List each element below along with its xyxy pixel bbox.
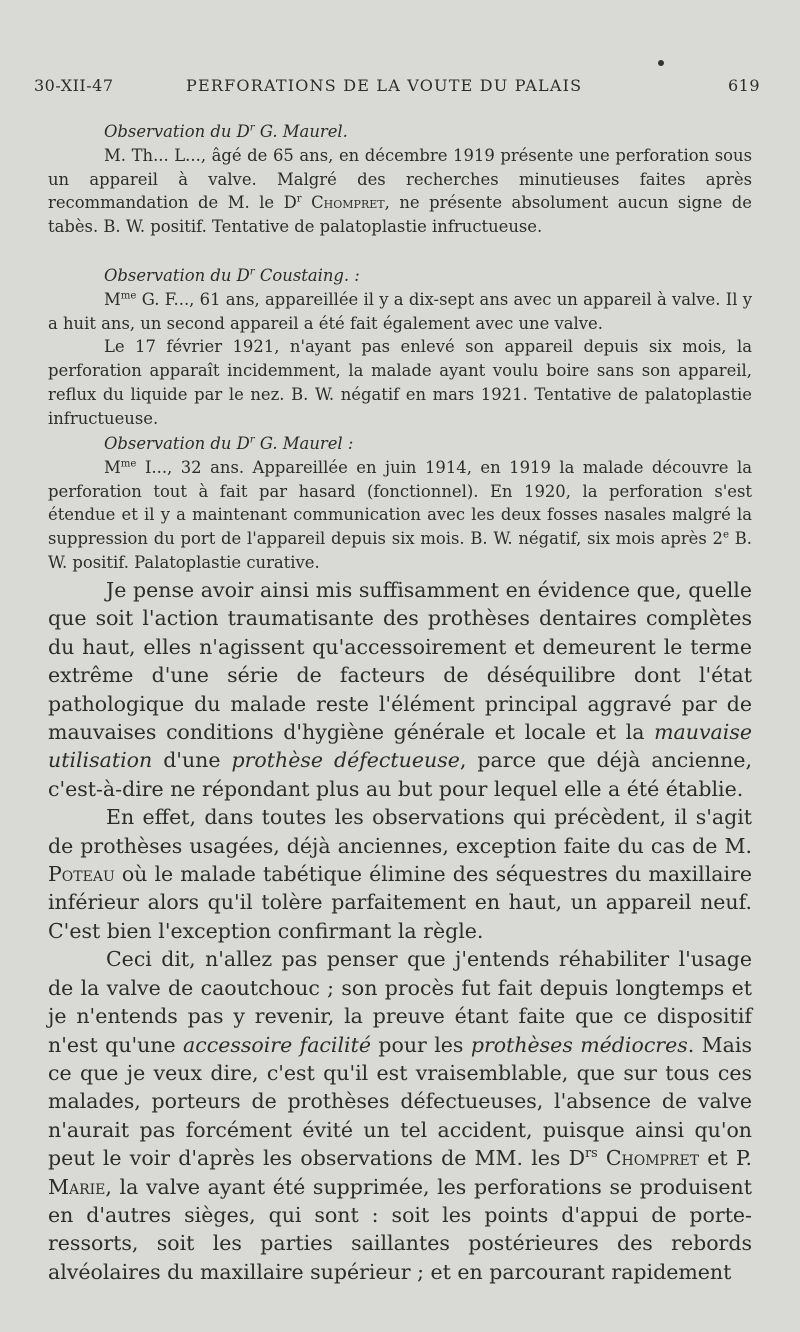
text-run: M	[104, 457, 121, 477]
observation-paragraph	[48, 335, 752, 430]
text-run: où le malade tabétique élimine des séquestres du maxillaire inférieur alors qu'il tolère parfaitement en haut, un appareil neuf. C'est bien l'exception confirmant la règle.	[48, 862, 752, 943]
ink-dot	[658, 60, 664, 66]
text-run: Chompret	[605, 1146, 700, 1171]
body-paragraph	[48, 945, 752, 1286]
text-run: M. Th... L..., âgé de 65 ans, en décembre 1919 présente une perforation sous un appareil à valve. Malgré des recherches minutieuses faites après recommandation de M. le D	[48, 145, 752, 213]
header-title: PERFORATIONS DE LA VOUTE DU PALAIS	[186, 76, 583, 95]
text-run: B. W. positif. Palatoplastie curative.	[48, 529, 753, 572]
text-run: prothèses médiocres	[470, 1032, 688, 1057]
running-header	[34, 76, 760, 100]
text-run: , la valve ayant été supprimée, les perforations se produisent en d'autres sièges, qui sont : soit les points d'appui de porte-ressorts, soit les parties saillantes postérieures des rebords alvéolaires du maxillaire supérieur ; et en parcourant rapidement	[48, 1174, 752, 1284]
text-run: En effet, dans toutes les observations qui précèdent, il s'agit de prothèses usagées, déjà anciennes, exception faite du cas de M.	[48, 805, 752, 858]
text-run: et P.	[699, 1146, 752, 1171]
text-run: , ne présente absolument aucun signe de tabès. B. W. positif. Tentative de palatoplastie infructueuse.	[48, 193, 752, 237]
text-run: I..., 32 ans. Appareillée en juin 1914, en 1919 la malade découvre la perforation tout à fait par hasard (fonctionnel). En 1920, la perforation s'est étendue et il y a maintenant communication avec les deux fosses nasales malgré la suppression du port de l'appareil depuis six mois. B. W. négatif, six mois après 2	[48, 457, 752, 549]
text-run: me	[120, 458, 137, 470]
text-run: accessoire facilité	[183, 1032, 371, 1057]
header-date: 30-XII-47	[34, 76, 114, 95]
text-run	[302, 193, 312, 212]
body-paragraph	[48, 803, 752, 945]
text-run: mauvaise utilisation	[48, 720, 752, 773]
observation-title: Observation du $D^r$ Coustaing. :	[104, 266, 360, 285]
observation-title: Observation du $D^r$ G. Maurel :	[104, 434, 354, 453]
text-run: rs	[585, 1145, 598, 1161]
observation-coustaing	[48, 264, 752, 431]
text-run: Le 17 février 1921, n'ayant pas enlevé son appareil depuis six mois, la perforation apparaît incidemment, la malade ayant voulu boire sans son appareil, reflux du liquide par le nez. B. W. négatif en mars 1921. Tentative de palatoplastie infructueuse.	[48, 337, 752, 428]
text-run: Poteau	[48, 862, 115, 887]
page-number: 619	[727, 76, 760, 95]
observation-paragraph	[48, 288, 752, 336]
text-run: r	[296, 193, 302, 205]
observation-paragraph	[48, 456, 752, 575]
text-run: Ceci dit, n'allez pas penser que j'entends réhabiliter l'usage de la valve de caoutchouc ; son procès fut fait depuis longtemps et je n'entends pas y revenir, la preuve étant faite que ce dispositif n'est qu'une	[48, 947, 752, 1057]
observation-paragraph	[48, 144, 752, 239]
text-run	[598, 1146, 606, 1170]
text-run: Marie	[48, 1174, 106, 1199]
text-run: Je pense avoir ainsi mis suffisamment en évidence que, quelle que soit l'action traumatisante des prothèses dentaires complètes du haut, elles n'agissent qu'accessoirement et demeurent le terme extrême d'une série de facteurs de déséquilibre dont l'état pathologique du malade reste l'élément principal aggravé par de mauvaises conditions d'hygiène générale et locale et la	[48, 578, 752, 745]
observation-maurel-2	[48, 432, 752, 575]
text-run: Chompret	[311, 193, 385, 213]
text-run: prothèse défectueuse	[231, 748, 460, 773]
text-run: M	[104, 289, 121, 309]
text-run: me	[120, 290, 137, 302]
text-run: e	[722, 529, 729, 541]
observation-maurel-1	[48, 120, 752, 239]
observation-title: Observation du $D^r$ G. Maurel.	[104, 122, 348, 141]
main-body-text	[48, 576, 752, 1286]
text-run: G. F..., 61 ans, appareillée il y a dix-sept ans avec un appareil à valve. Il y a huit ans, un second appareil a été fait également avec une valve.	[48, 289, 752, 333]
text-run: . Mais ce que je veux dire, c'est qu'il est vraisemblable, que sur tous ces malades, porteurs de prothèses défectueuses, l'absence de valve n'aurait pas forcément évité un tel accident, puisque ainsi qu'on peut le voir d'après les observations de MM. les D	[48, 1032, 752, 1171]
text-run: , parce que déjà ancienne, c'est-à-dire ne répondant plus au but pour lequel elle a été établie.	[48, 748, 752, 801]
text-run: pour les	[370, 1032, 471, 1057]
body-paragraph	[48, 576, 752, 803]
text-run: d'une	[152, 748, 232, 773]
